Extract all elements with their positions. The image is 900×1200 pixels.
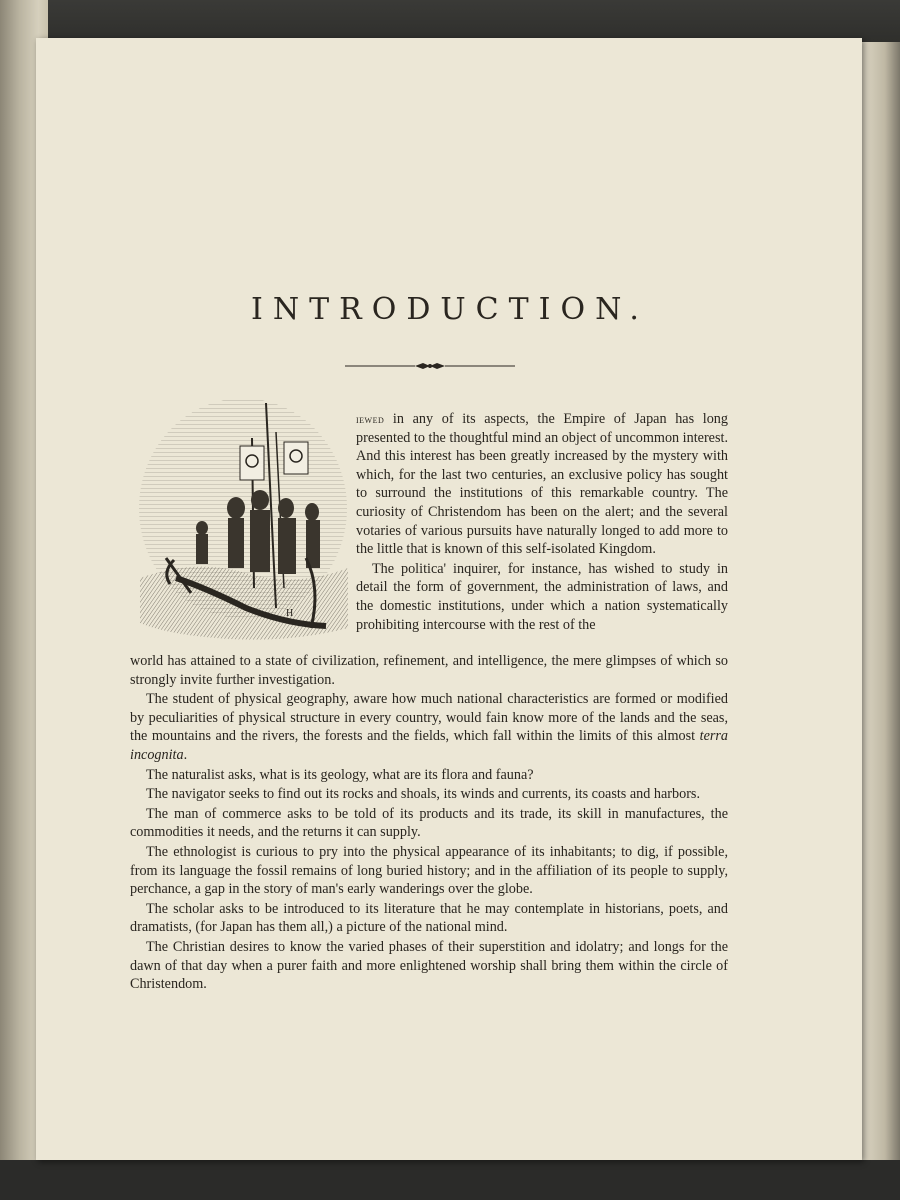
- christian-paragraph: The Christian desires to know the varied phases of their superstition and idolatry; and longs for the dawn of that day when a purer faith and more enlightened worship shall bring them within the circle of Christendom.: [130, 938, 728, 993]
- title-divider-ornament: [345, 360, 515, 372]
- geography-paragraph: [130, 690, 728, 764]
- geography-paragraph-text: The student of physical geography, aware how much national characteristics are formed or modified by peculiarities of physical structure in every country, would fain know more of the lands and the seas, the mountains and the rivers, the forests and the fields, which fall within the limits of this almost: [130, 691, 728, 745]
- opening-paragraph: [356, 410, 728, 559]
- geography-paragraph-end: .: [183, 746, 188, 763]
- political-paragraph-continuation: world has attained to a state of civilization, refinement, and intelligence, the mere glimpses of which so strongly invite further investigation.: [130, 653, 728, 688]
- scholar-paragraph: The scholar asks to be introduced to its literature that he may contemplate in historians, poets, and dramatists, (for Japan has them all,) a picture of the national mind.: [130, 900, 728, 936]
- page-title: INTRODUCTION.: [251, 292, 649, 327]
- illustration-credit: H: [286, 608, 294, 619]
- opening-text-wrapped: [356, 410, 728, 634]
- backdrop-bottom: [0, 1160, 900, 1200]
- navigator-paragraph: The navigator seeks to find out its rocks and shoals, its winds and currents, its coasts and harbors.: [146, 786, 700, 803]
- opening-paragraph-text: in any of its aspects, the Empire of Japan has long presented to the thoughtful mind an object of uncommon interest. And this interest has been greatly increased by the mystery with which, for the last two centuries, an exclusive policy has sought to surround the institutions of this remarkable country. The curiosity of Christendom has been on the alert; and the several votaries of various pursuits have naturally longed to add more to the little that is known of this self-isolated Kingdom.: [356, 411, 728, 558]
- terra-incognita: terra incognita: [130, 728, 728, 763]
- political-paragraph: The politica' inquirer, for instance, has wished to study in detail the form of government, the administration of laws, and the domestic institutions, under which a nation systematically prohibiting intercourse with the rest of the: [356, 560, 728, 633]
- book-right-edge: [862, 42, 900, 1200]
- commerce-paragraph: The man of commerce asks to be told of its products and its trade, its skill in manufactures, the commodities it needs, and the returns it can supply.: [130, 805, 728, 841]
- engraving-illustration: [136, 388, 350, 650]
- naturalist-paragraph: The naturalist asks, what is its geology, what are its flora and fauna?: [146, 766, 534, 783]
- ethnologist-paragraph: The ethnologist is curious to pry into the physical appearance of its inhabitants; to dig, if possible, from its language the fossil remains of long buried history; and in the affiliation of its people to supply, perchance, a gap in the story of man's early wanderings over the globe.: [130, 843, 728, 898]
- opening-smallcaps: iewed: [356, 412, 385, 426]
- body-text: [130, 652, 728, 994]
